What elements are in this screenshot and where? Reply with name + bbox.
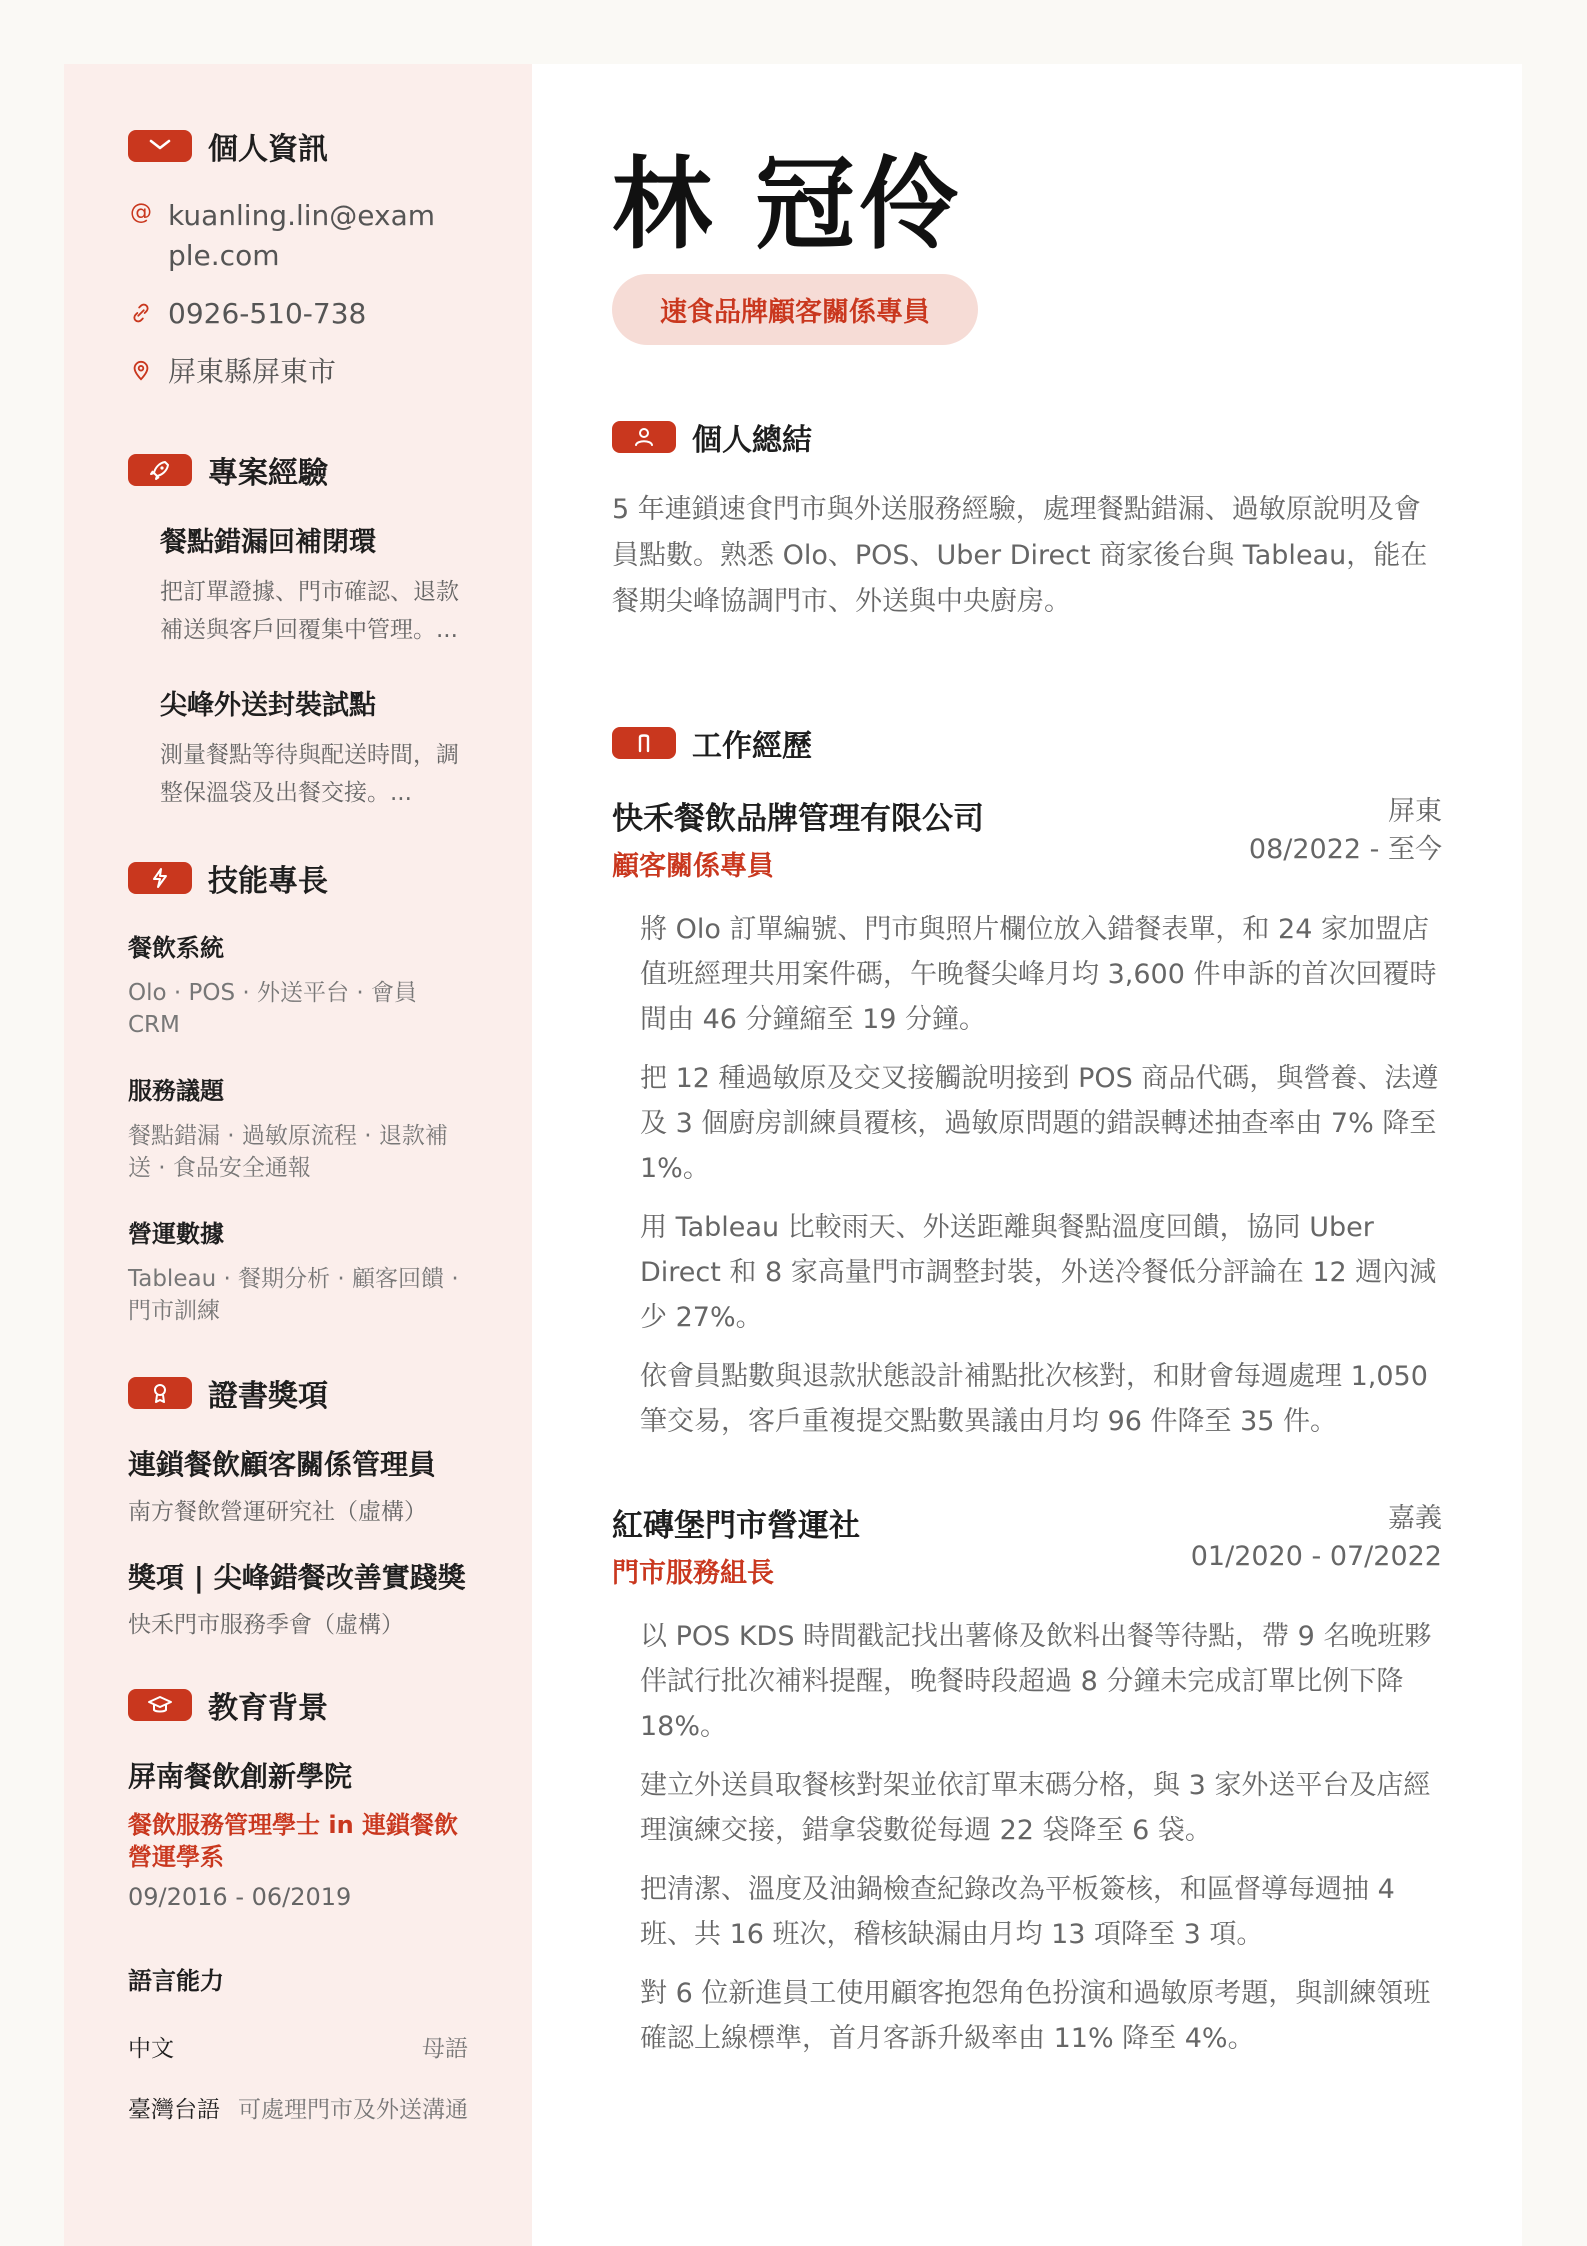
skills-section xyxy=(128,856,468,1327)
lightning-icon xyxy=(128,862,192,894)
language-row xyxy=(128,2030,468,2063)
projects-header xyxy=(128,448,468,492)
language-name: 臺灣台語 xyxy=(128,2097,220,2123)
location-text: 屏東縣屏東市 xyxy=(168,355,337,388)
job-company: 快禾餐飲品牌管理有限公司 xyxy=(612,801,984,837)
project-title: 尖峰外送封裝試點 xyxy=(160,690,376,721)
education-section xyxy=(128,1683,468,1911)
degree: 餐飲服務管理學士 in 連鎖餐飲營運學系 xyxy=(128,1811,459,1871)
skills-header xyxy=(128,856,468,900)
cert-org: 南方餐飲營運研究社（虛構） xyxy=(128,1499,427,1525)
award-org: 快禾門市服務季會（虛構） xyxy=(128,1612,404,1638)
summary-header xyxy=(612,415,1442,459)
summary-title: 個人總結 xyxy=(692,423,812,458)
languages-section xyxy=(128,1961,468,2124)
job-header xyxy=(612,1500,1442,1590)
job-company: 紅磚堡門市營運社 xyxy=(612,1508,860,1544)
education-dates: 09/2016 - 06/2019 xyxy=(128,1883,352,1911)
job-bullet: 把清潔、溫度及油鍋檢查紀錄改為平板簽核，和區督導每週抽 4 班、共 16 班次，稽核缺漏由月均 13 項降至 3 項。 xyxy=(640,1874,1395,1950)
sidebar xyxy=(64,64,532,2246)
skill-category: 餐飲系統 xyxy=(128,934,224,962)
skills-title: 技能專長 xyxy=(208,864,328,899)
project-desc: 把訂單證據、門市確認、退款補送與客戶回覆集中管理。... xyxy=(160,579,459,643)
at-icon: @ xyxy=(130,200,152,225)
job-bullet: 將 Olo 訂單編號、門市與照片欄位放入錯餐表單，和 24 家加盟店值班經理共用案件碼，午晚餐尖峰月均 3,600 件申訴的首次回覆時間由 46 分鐘縮至 19 分鐘。 xyxy=(640,914,1437,1035)
location-pin-icon xyxy=(128,352,154,388)
school-name: 屏南餐飲創新學院 xyxy=(128,1760,353,1793)
job-bullet: 依會員點數與退款狀態設計補點批次核對，和財會每週處理 1,050 筆交易，客戶重複提交點數異議由月均 96 件降至 35 件。 xyxy=(640,1361,1428,1437)
project-item xyxy=(128,520,468,649)
experience-title: 工作經歷 xyxy=(692,729,812,764)
job-bullet: 對 6 位新進員工使用顧客抱怨角色扮演和過敏原考題，與訓練領班確認上線標準，首月客訴升級率由 11% 降至 4%。 xyxy=(640,1978,1431,2054)
language-name: 中文 xyxy=(128,2036,174,2062)
job-location: 嘉義 xyxy=(1388,1503,1442,1534)
project-title: 餐點錯漏回補閉環 xyxy=(160,527,376,558)
link-icon xyxy=(128,294,154,330)
personal-info-title: 個人資訊 xyxy=(208,132,328,167)
language-row xyxy=(128,2091,468,2124)
skill-category: 服務議題 xyxy=(128,1077,224,1105)
summary-text: 5 年連鎖速食門市與外送服務經驗，處理餐點錯漏、過敏原說明及會員點數。熟悉 Olo、POS、Uber Direct 商家後台與 Tableau，能在餐期尖峰協調門市、外送與中央廚房。 xyxy=(612,494,1428,617)
job-left xyxy=(612,793,984,883)
language-level: 可處理門市及外送溝通 xyxy=(238,2097,468,2123)
job-bullets xyxy=(612,1614,1442,2061)
job-bullet: 用 Tableau 比較雨天、外送距離與餐點溫度回饋，協同 Uber Direct 和 8 家高量門市調整封裝，外送冷餐低分評論在 12 週內減少 27%。 xyxy=(640,1212,1437,1333)
education-title: 教育背景 xyxy=(208,1691,328,1726)
briefcase-icon xyxy=(612,727,676,759)
award-title: 獎項 | 尖峰錯餐改善實踐獎 xyxy=(128,1561,466,1594)
job-meta xyxy=(1191,1500,1442,1576)
rocket-icon xyxy=(128,454,192,486)
resume-page xyxy=(64,64,1522,2246)
certs-header xyxy=(128,1371,468,1415)
skill-items: 餐點錯漏 · 過敏原流程 · 退款補送 · 食品安全通報 xyxy=(128,1123,448,1181)
project-item xyxy=(128,683,468,812)
job-bullet: 把 12 種過敏原及交叉接觸說明接到 POS 商品代碼，與營養、法遵及 3 個廚房訓練員覆核，過敏原問題的錯誤轉述抽查率由 7% 降至 1%。 xyxy=(640,1063,1439,1184)
phone-row xyxy=(128,294,468,334)
skill-items: Tableau · 餐期分析 · 顧客回饋 · 門市訓練 xyxy=(128,1266,459,1324)
language-level: 母語 xyxy=(422,2036,468,2062)
job-dates: 01/2020 - 07/2022 xyxy=(1190,1541,1442,1572)
graduation-cap-icon xyxy=(128,1689,192,1721)
summary-section xyxy=(612,415,1442,625)
project-desc: 測量餐點等待與配送時間，調整保溫袋及出餐交接。... xyxy=(160,742,459,806)
job-bullets xyxy=(612,907,1442,1444)
role-badge: 速食品牌顧客關係專員 xyxy=(612,274,978,345)
mail-icon xyxy=(128,130,192,162)
main-content xyxy=(532,64,1522,2246)
projects-section xyxy=(128,448,468,812)
certs-section xyxy=(128,1371,468,1639)
award-icon xyxy=(128,1377,192,1409)
email-row xyxy=(128,196,468,276)
job-meta xyxy=(1249,793,1442,869)
location-row xyxy=(128,352,468,392)
job-bullet: 以 POS KDS 時間戳記找出薯條及飲料出餐等待點，帶 9 名晚班夥伴試行批次補料提醒，晚餐時段超過 8 分鐘未完成訂單比例下降 18%。 xyxy=(640,1621,1432,1742)
job-position: 顧客關係專員 xyxy=(612,851,774,882)
job-location: 屏東 xyxy=(1388,796,1442,827)
person-icon xyxy=(612,421,676,453)
skill-items: Olo · POS · 外送平台 · 會員 CRM xyxy=(128,980,417,1038)
job-entry xyxy=(612,793,1442,1444)
personal-info-header xyxy=(128,124,468,168)
education-header xyxy=(128,1683,468,1727)
job-header xyxy=(612,793,1442,883)
cert-title: 連鎖餐飲顧客關係管理員 xyxy=(128,1448,437,1481)
personal-info-section xyxy=(128,124,468,392)
email-link[interactable]: kuanling.lin@example.com xyxy=(168,199,436,272)
skill-category: 營運數據 xyxy=(128,1220,224,1248)
languages-title: 語言能力 xyxy=(128,1967,224,1995)
certs-title: 證書獎項 xyxy=(208,1379,328,1414)
experience-section xyxy=(612,721,1442,2061)
job-left xyxy=(612,1500,860,1590)
job-entry xyxy=(612,1500,1442,2061)
job-position: 門市服務組長 xyxy=(612,1558,774,1589)
phone-number[interactable]: 0926-510-738 xyxy=(168,297,367,330)
job-bullet: 建立外送員取餐核對架並依訂單末碼分格，與 3 家外送平台及店經理演練交接，錯拿袋數從每週 22 袋降至 6 袋。 xyxy=(640,1770,1431,1846)
projects-title: 專案經驗 xyxy=(208,456,328,491)
experience-header xyxy=(612,721,1442,765)
job-dates: 08/2022 - 至今 xyxy=(1248,834,1442,865)
candidate-name: 林 冠伶 xyxy=(612,146,963,263)
